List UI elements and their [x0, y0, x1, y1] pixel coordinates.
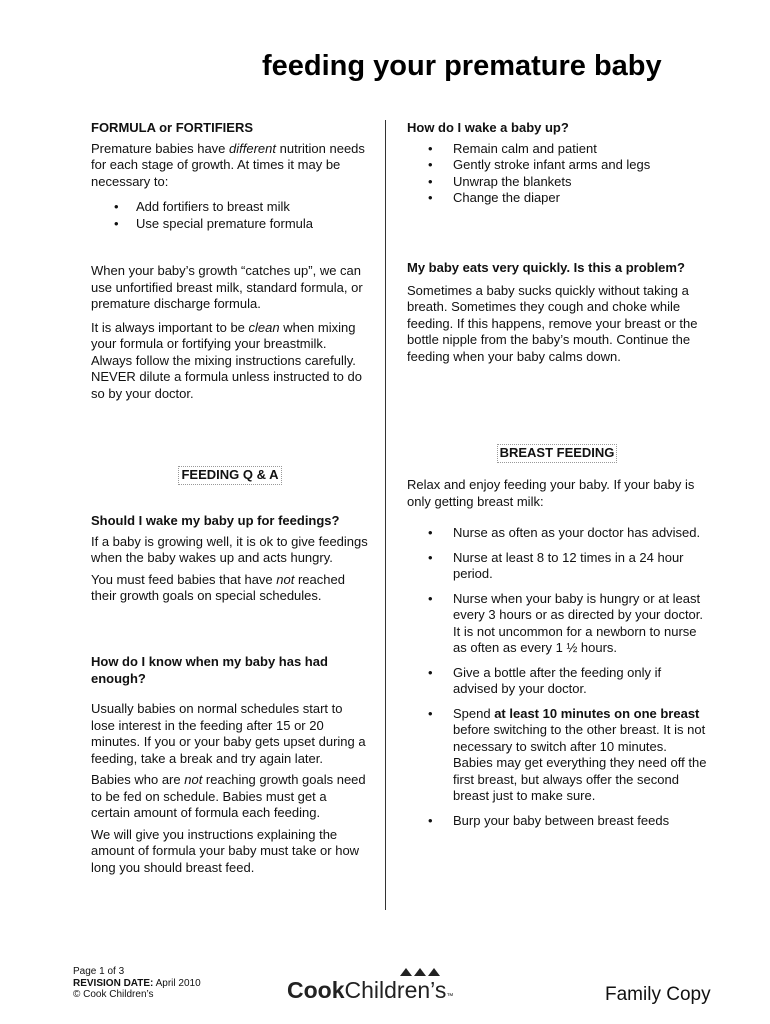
breast-feeding-intro: Relax and enjoy feeding your baby. If your baby is only getting breast milk:: [407, 477, 695, 509]
formula-paragraph-2: When your baby’s growth “catches up”, we can use unfortified breast milk, standard formula, or premature discharge formula.: [91, 263, 363, 311]
wake-section: [407, 120, 707, 207]
page-title: feeding your premature baby: [262, 50, 662, 82]
breast-feeding-heading: BREAST FEEDING: [497, 444, 618, 463]
breast-feeding-section: [407, 477, 707, 837]
qa-wake-section: [91, 513, 369, 610]
answer-paragraph: Usually babies on normal schedules start to lose interest in the feeding after 15 or 20 minutes. If you or your baby gets upset during a feeding, take a break and try again later.: [91, 701, 366, 766]
list-item: • Unwrap the blankets: [407, 174, 707, 191]
feeding-qa-heading: FEEDING Q & A: [178, 466, 281, 485]
formula-heading: FORMULA or FORTIFIERS: [91, 120, 254, 135]
wake-bullet-list: [407, 141, 707, 207]
question-wake-feedings: Should I wake my baby up for feedings?: [91, 513, 340, 528]
formula-section: [91, 120, 369, 232]
formula-bullet-list: [91, 199, 369, 232]
list-item: • Use special premature formula: [91, 216, 369, 233]
eats-quickly-text: Sometimes a baby sucks quickly without taking a breath. Sometimes they cough and choke while feeding. If this happens, remove your breast or the bottle nipple from the baby’s mouth. Continue the feeding when your baby calms down.: [407, 282, 698, 364]
breast-feeding-bullet-list: [407, 525, 707, 829]
eats-quickly-heading: My baby eats very quickly. Is this a problem?: [407, 260, 685, 275]
column-divider: [385, 120, 386, 910]
breast-feeding-heading-wrap: [407, 444, 707, 463]
list-item: • Nurse at least 8 to 12 times in a 24 hour period.: [407, 550, 707, 583]
list-item: • Nurse as often as your doctor has advised.: [407, 525, 707, 542]
footer-info: [73, 966, 201, 1001]
list-item: • Spend at least 10 minutes on one breast before switching to the other breast. It is not necessary to switch after 10 minutes. Babies may get everything they need off the first breast, but always offer the second breast just to make sure.: [407, 706, 707, 805]
list-item: • Give a bottle after the feeding only if advised by your doctor.: [407, 665, 707, 698]
page-number: Page 1 of 3: [73, 966, 125, 977]
list-item: • Nurse when your baby is hungry or at least every 3 hours or as directed by your doctor. It is not uncommon for a newborn to nurse as often as every 1 ½ hours.: [407, 591, 707, 657]
list-item: • Gently stroke infant arms and legs: [407, 157, 707, 174]
wake-heading: How do I wake a baby up?: [407, 120, 569, 135]
answer-paragraph: If a baby is growing well, it is ok to give feedings when the baby wakes up and acts hungry.: [91, 533, 368, 565]
revision-date: REVISION DATE: April 2010: [73, 977, 201, 989]
eats-quickly-section: [407, 260, 707, 370]
answer-paragraph: We will give you instructions explaining the amount of formula your baby must take or how long you should breast feed.: [91, 826, 360, 875]
answer-paragraph: Babies who are not reaching growth goals need to be fed on schedule. Babies must get a certain amount of formula each feeding.: [91, 772, 366, 820]
formula-paragraph-1: Premature babies have different nutrition needs for each stage of growth. At times it may be necessary to:: [91, 140, 365, 189]
answer-paragraph: You must feed babies that have not reached their growth goals on special schedules.: [91, 571, 345, 603]
question-had-enough: How do I know when my baby has had enough?: [91, 654, 328, 686]
formula-paragraph-3: It is always important to be clean when mixing your formula or fortifying your breastmilk. Always follow the mixing instructions carefully. NEVER dilute a formula unless instructed to do so by your doctor.: [91, 319, 362, 401]
list-item: • Change the diaper: [407, 190, 707, 207]
list-item: • Remain calm and patient: [407, 141, 707, 158]
qa-enough-section: [91, 654, 369, 881]
copyright: © Cook Children’s: [73, 989, 154, 1000]
logo-wordmark: CookChildren’s™: [287, 977, 454, 1003]
house-roofs-icon: [400, 968, 440, 976]
list-item: • Burp your baby between breast feeds: [407, 813, 707, 830]
feeding-qa-heading-wrap: [91, 466, 369, 485]
family-copy-label: Family Copy: [605, 984, 711, 1005]
list-item: • Add fortifiers to breast milk: [91, 199, 369, 216]
formula-followup: [91, 263, 369, 407]
